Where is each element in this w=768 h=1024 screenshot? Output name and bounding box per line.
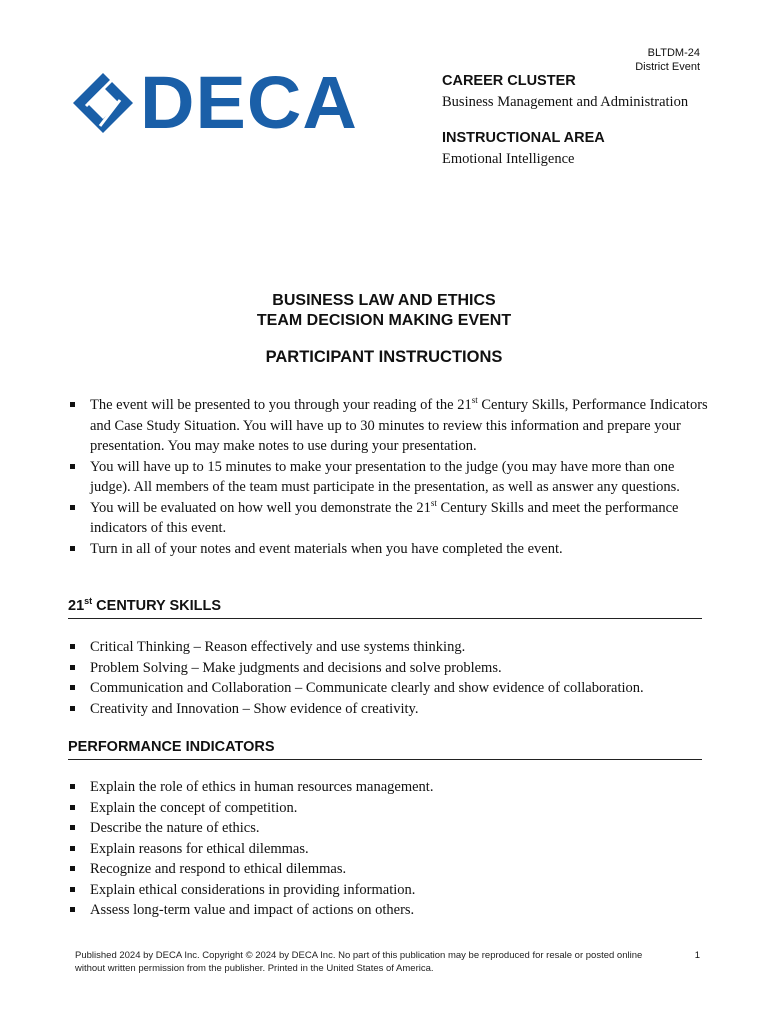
event-title-block bbox=[0, 291, 768, 367]
cluster-info bbox=[442, 72, 702, 170]
skill-item: Problem Solving – Make judgments and decisions and solve problems. bbox=[68, 658, 708, 679]
performance-indicator-item: Explain reasons for ethical dilemmas. bbox=[68, 839, 708, 860]
instructional-area-value: Emotional Intelligence bbox=[442, 151, 575, 167]
copyright-footer: Published 2024 by DECA Inc. Copyright © 2024 by DECA Inc. No part of this publication may be reproduced for resale or posted online without written permission from the publisher. Printed in the United States of America. bbox=[75, 950, 643, 974]
skill-item: Creativity and Innovation – Show evidence of creativity. bbox=[68, 699, 708, 720]
event-code-block bbox=[635, 46, 700, 74]
event-title-line2: TEAM DECISION MAKING EVENT bbox=[256, 312, 512, 329]
performance-indicators-list bbox=[68, 777, 708, 921]
performance-indicator-item: Explain ethical considerations in providing information. bbox=[68, 880, 708, 901]
performance-indicators-heading: PERFORMANCE INDICATORS bbox=[68, 737, 702, 760]
instruction-item: The event will be presented to you through your reading of the 21st Century Skills, Performance Indicators and Case Study Situation. You will have up to 30 minutes to review this information and prepare your presentation. You may make notes to use during your presentation. bbox=[68, 395, 708, 457]
event-level: District Event bbox=[635, 61, 700, 73]
performance-indicator-item: Assess long-term value and impact of actions on others. bbox=[68, 900, 708, 921]
logo-wordmark: DECA bbox=[140, 61, 358, 144]
performance-indicator-item: Recognize and respond to ethical dilemmas. bbox=[68, 859, 708, 880]
skill-item: Communication and Collaboration – Communicate clearly and show evidence of collaboration. bbox=[68, 678, 708, 699]
performance-indicator-item: Explain the role of ethics in human resources management. bbox=[68, 777, 708, 798]
skill-item: Critical Thinking – Reason effectively and use systems thinking. bbox=[68, 637, 708, 658]
instructions-list bbox=[68, 395, 708, 559]
performance-indicator-item: Explain the concept of competition. bbox=[68, 798, 708, 819]
event-title-line1: BUSINESS LAW AND ETHICS bbox=[272, 292, 496, 309]
deca-logo bbox=[72, 61, 358, 144]
performance-indicator-item: Describe the nature of ethics. bbox=[68, 818, 708, 839]
instruction-item: You will be evaluated on how well you demonstrate the 21st Century Skills and meet the performance indicators of this event. bbox=[68, 498, 708, 539]
deca-diamond-icon bbox=[72, 72, 134, 134]
participant-instructions-heading: PARTICIPANT INSTRUCTIONS bbox=[265, 348, 503, 366]
career-cluster-label: CAREER CLUSTER bbox=[442, 73, 576, 89]
page-number: 1 bbox=[694, 950, 700, 961]
event-code: BLTDM-24 bbox=[647, 47, 700, 59]
skills-heading: 21st CENTURY SKILLS bbox=[68, 596, 702, 619]
career-cluster-value: Business Management and Administration bbox=[442, 94, 689, 110]
instruction-item: Turn in all of your notes and event materials when you have completed the event. bbox=[68, 539, 708, 560]
instruction-item: You will have up to 15 minutes to make your presentation to the judge (you may have more than one judge). All members of the team must participate in the presentation, as well as answer any questions. bbox=[68, 457, 708, 498]
skills-list bbox=[68, 637, 708, 719]
instructional-area-label: INSTRUCTIONAL AREA bbox=[442, 130, 605, 146]
